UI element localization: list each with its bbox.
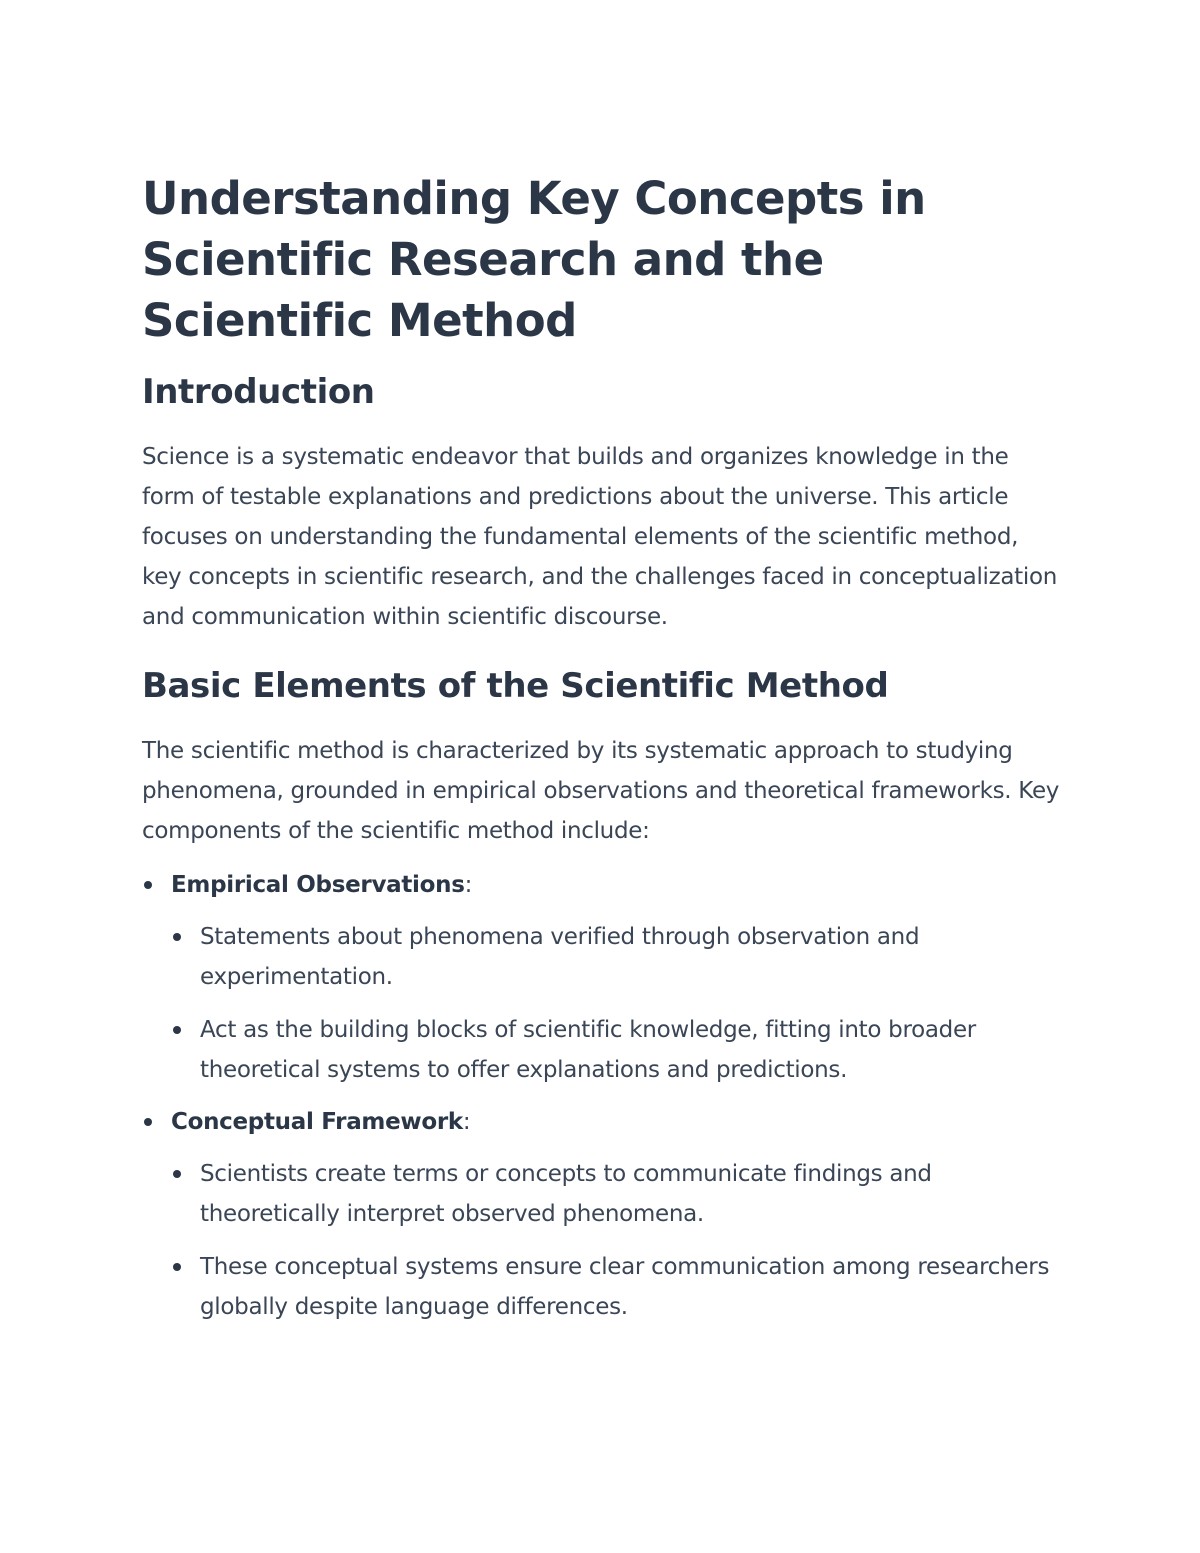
document-title: Understanding Key Concepts in Scientific Research and the Scientific Method [142,172,926,347]
list-item-term: Conceptual Framework [171,1109,463,1135]
sublist-item [171,917,1062,997]
sublist-item-text: These conceptual systems ensure clear communication among researchers globally despite language differences. [200,1254,1050,1320]
section-heading-basic-elements: Basic Elements of the Scientific Method [142,666,889,706]
list-item-term-suffix: : [464,872,473,898]
basic-elements-paragraph: The scientific method is characterized by its systematic approach to studying phenomena, grounded in empirical observations and theoretical frameworks. Key components of the scientific method include: [142,738,1060,844]
empirical-observations-sublist [171,917,1062,1090]
sublist-item [171,1247,1062,1327]
list-item-empirical-observations [142,865,1062,1090]
sublist-item-text: Statements about phenomena verified through observation and experimentation. [200,924,920,990]
sublist-item [171,1154,1062,1234]
conceptual-framework-sublist [171,1154,1062,1327]
bullet-dot-icon [173,1263,181,1271]
bullet-dot-icon [144,1118,152,1126]
list-item-conceptual-framework [142,1102,1062,1327]
key-components-list [142,865,1062,1327]
bullet-dot-icon [173,1170,181,1178]
sublist-item-text: Scientists create terms or concepts to communicate findings and theoretically interpret observed phenomena. [200,1161,932,1227]
list-item-term-suffix: : [462,1109,471,1135]
bullet-dot-icon [173,933,181,941]
bullet-dot-icon [173,1026,181,1034]
document-page [142,168,1062,1327]
list-item-term: Empirical Observations [171,872,465,898]
bullet-dot-icon [144,881,152,889]
sublist-item [171,1010,1062,1090]
section-heading-introduction: Introduction [142,372,375,412]
sublist-item-text: Act as the building blocks of scientific knowledge, fitting into broader theoretical systems to offer explanations and predictions. [200,1017,976,1083]
introduction-paragraph: Science is a systematic endeavor that builds and organizes knowledge in the form of testable explanations and predictions about the universe. This article focuses on understanding the fundamental elements of the scientific method, key concepts in scientific research, and the challenges faced in conceptualization and communication within scientific discourse. [142,444,1058,630]
